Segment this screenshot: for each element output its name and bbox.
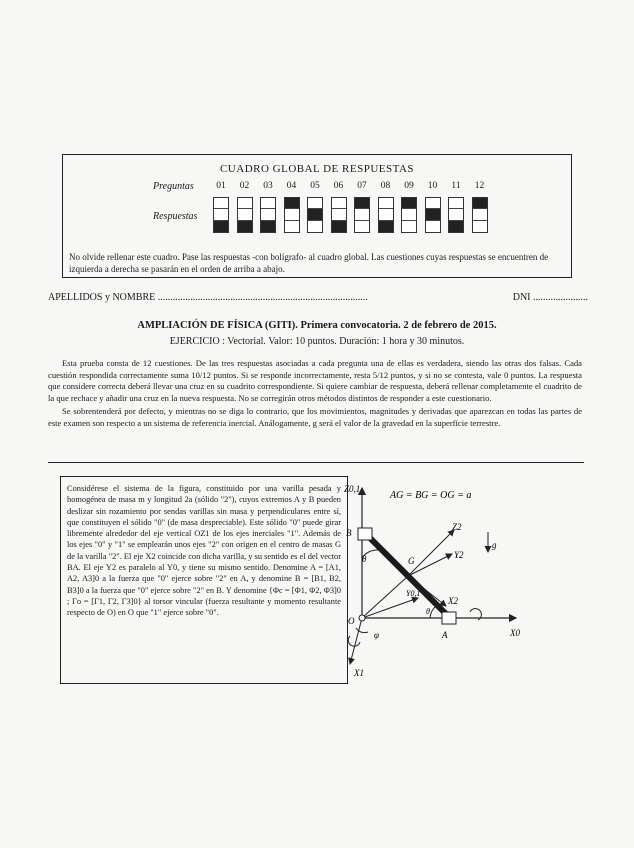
answer-checkbox[interactable] bbox=[449, 221, 463, 232]
answer-checkbox[interactable] bbox=[332, 221, 346, 232]
og-segment bbox=[362, 576, 408, 618]
answer-cell[interactable] bbox=[378, 197, 394, 233]
label-phi: φ bbox=[374, 630, 379, 640]
answer-cell[interactable] bbox=[237, 197, 253, 233]
answer-cell[interactable] bbox=[354, 197, 370, 233]
answer-checkbox[interactable] bbox=[402, 209, 416, 220]
answer-checkbox[interactable] bbox=[285, 209, 299, 220]
name-field-label: APELLIDOS y NOMBRE .................................................................................... bbox=[48, 292, 368, 303]
answer-grid-note: No olvide rellenar este cuadro. Pase las respuestas -con bolígrafo- al cuadro global. Las cuestiones cuyas respuestas se encuentren de izquierda a derecha se pasarán en el orden de arriba a abajo. bbox=[69, 252, 549, 274]
answer-cell[interactable] bbox=[425, 197, 441, 233]
label-x0: X0 bbox=[510, 628, 520, 638]
instructions-paragraph-2: Se sobrentenderá por defecto, y mientras no se diga lo contrario, que los movimientos, magnitudes y derivadas que aparezcan en todas las partes de este examen son respecto a un sistema de referencia inercial. Análogamente, g será el valor de la gravedad en la superficie terrestre. bbox=[48, 406, 582, 428]
label-z01: Z0,1 bbox=[344, 484, 361, 494]
instructions bbox=[48, 358, 582, 431]
answer-checkbox[interactable] bbox=[261, 221, 275, 232]
dni-field-label: DNI ...................... bbox=[512, 292, 588, 303]
mechanism-figure bbox=[338, 478, 608, 688]
answer-checkbox[interactable] bbox=[238, 198, 252, 209]
answer-checkbox[interactable] bbox=[426, 209, 440, 220]
label-g: G bbox=[408, 556, 415, 566]
figure-svg bbox=[338, 478, 608, 688]
figure-relation: AG = BG = OG = a bbox=[390, 490, 472, 501]
answer-checkbox[interactable] bbox=[426, 198, 440, 209]
exam-subtitle: EJERCICIO : Vectorial. Valor: 10 puntos. Duración: 1 hora y 30 minutos. bbox=[169, 336, 465, 347]
answer-checkbox[interactable] bbox=[449, 198, 463, 209]
label-a: A bbox=[442, 630, 448, 640]
answer-checkbox[interactable] bbox=[238, 221, 252, 232]
label-theta-mid: θ bbox=[426, 607, 430, 616]
y2-axis bbox=[408, 554, 452, 576]
label-x2: X2 bbox=[448, 596, 458, 606]
label-x1: X1 bbox=[354, 668, 364, 678]
rotation-glyph bbox=[348, 636, 360, 646]
answer-checkbox[interactable] bbox=[426, 221, 440, 232]
answer-checkbox[interactable] bbox=[379, 198, 393, 209]
answer-checkbox[interactable] bbox=[473, 198, 487, 209]
label-theta-top: θ bbox=[362, 554, 367, 564]
answer-cell[interactable] bbox=[448, 197, 464, 233]
answer-checkbox[interactable] bbox=[308, 221, 322, 232]
answer-cell[interactable] bbox=[331, 197, 347, 233]
answer-cell[interactable] bbox=[307, 197, 323, 233]
answer-checkbox[interactable] bbox=[332, 198, 346, 209]
questions-label: Preguntas bbox=[153, 181, 194, 192]
answer-checkbox[interactable] bbox=[285, 198, 299, 209]
answer-checkbox[interactable] bbox=[238, 209, 252, 220]
answer-checkbox[interactable] bbox=[214, 209, 228, 220]
label-y01: Y0,1 bbox=[406, 589, 421, 598]
answer-checkbox[interactable] bbox=[285, 221, 299, 232]
answer-checkbox[interactable] bbox=[308, 209, 322, 220]
answer-checkbox[interactable] bbox=[473, 221, 487, 232]
answer-checkbox[interactable] bbox=[355, 221, 369, 232]
answer-checkbox[interactable] bbox=[214, 198, 228, 209]
y01-axis bbox=[362, 598, 418, 618]
question-number: 12 bbox=[474, 181, 485, 191]
answers-label: Respuestas bbox=[153, 211, 198, 222]
phi-arc bbox=[356, 628, 368, 633]
point-o bbox=[359, 615, 365, 621]
theta-arc-mid bbox=[430, 606, 436, 618]
answer-checkbox[interactable] bbox=[379, 221, 393, 232]
instructions-paragraph-1: Esta prueba consta de 12 cuestiones. De las tres respuestas asociadas a cada pregunta una de ellas es verdadera, siendo las otras dos falsas. Cada cuestión respondida correctamente suma 10/12 puntos. Si se responde incorrectamente, resta 5/12 puntos, y si no se contesta, vale 0 puntos. La respuesta que considere correcta deberá llevar una cruz en su cuadrito correspondiente. Si quiere cambiar de respuesta, deberá rellenar completamente el cuadrito de la que rechace y añadir una cruz en la nueva respuesta. No se corregirán otros métodos distintos de responder a este cuestionario. bbox=[48, 358, 582, 403]
answer-cell[interactable] bbox=[260, 197, 276, 233]
answer-checkbox[interactable] bbox=[449, 209, 463, 220]
answer-checkbox[interactable] bbox=[308, 198, 322, 209]
slider-a bbox=[442, 612, 456, 624]
question-number: 02 bbox=[239, 181, 250, 191]
question-number: 07 bbox=[357, 181, 367, 191]
answer-cell[interactable] bbox=[401, 197, 417, 233]
problem-statement-box bbox=[60, 476, 348, 684]
question-number: 10 bbox=[427, 181, 438, 191]
question-number: 11 bbox=[451, 181, 461, 191]
answer-cell[interactable] bbox=[472, 197, 488, 233]
slider-b bbox=[358, 528, 372, 540]
label-o: O bbox=[348, 616, 355, 626]
z2-axis bbox=[408, 530, 454, 576]
label-b: B bbox=[346, 528, 352, 538]
answer-checkbox[interactable] bbox=[332, 209, 346, 220]
answer-checkbox[interactable] bbox=[261, 198, 275, 209]
question-number: 01 bbox=[216, 181, 226, 191]
question-number: 05 bbox=[310, 181, 320, 191]
question-number: 08 bbox=[380, 181, 391, 191]
answer-grid-title: CUADRO GLOBAL DE RESPUESTAS bbox=[219, 163, 415, 175]
answer-checkbox[interactable] bbox=[355, 209, 369, 220]
answer-checkbox[interactable] bbox=[402, 198, 416, 209]
label-y2: Y2 bbox=[454, 550, 464, 560]
answer-cell[interactable] bbox=[284, 197, 300, 233]
answer-checkbox[interactable] bbox=[402, 221, 416, 232]
divider bbox=[48, 462, 584, 463]
exam-title: AMPLIACIÓN DE FÍSICA (GITI). Primera convocatoria. 2 de febrero de 2015. bbox=[137, 320, 497, 331]
name-field[interactable] bbox=[48, 292, 588, 303]
question-number: 06 bbox=[333, 181, 344, 191]
question-number: 04 bbox=[286, 181, 297, 191]
answer-cell[interactable] bbox=[213, 197, 229, 233]
label-z2: Z2 bbox=[452, 522, 462, 532]
label-g-vector: g bbox=[492, 540, 497, 550]
answer-grid bbox=[62, 154, 572, 278]
question-number: 03 bbox=[263, 181, 273, 191]
answer-checkbox[interactable] bbox=[473, 209, 487, 220]
answer-checkbox[interactable] bbox=[214, 221, 228, 232]
answer-checkbox[interactable] bbox=[355, 198, 369, 209]
answer-checkbox[interactable] bbox=[261, 209, 275, 220]
problem-statement: Considérese el sistema de la figura, constituido por una varilla pesada y homogénea de masa m y longitud 2a (sólido "2"), cuyos extremos A y B pueden deslizar sin rozamiento por sendas varillas sin masa y perpendiculares entre sí, que constituyen el sólido "0" (de masa despreciable). Este sólido "0" puede girar libremente alrededor del eje vertical OZ1 de los ejes inerciales "1". Además de los ejes "0" y "1" se emplearán unos ejes "2" con origen en el centro de masas G de la varilla "2". El eje X2 coincide con dicha varilla, y su sentido es el del vector BA. El eje Y2 es paralelo al Y0, y tiene su mismo sentido. Denomine A = [A1, A2, A3]0 a la fuerza que "0" ejerce sobre "2" en A, y denomine B = [B1, B2, B3]0 a la fuerza que "0" ejerce sobre "2" en B. Y denomine {Φc = [Φ1, Φ2, Φ3]0 ; Γo = [Γ1, Γ2, Γ3]0} al torsor vincular (fuerza resultante y momento resultante respecto de O) en O que "1" ejerce sobre "0". bbox=[67, 484, 341, 618]
question-number: 09 bbox=[404, 181, 414, 191]
answer-checkbox[interactable] bbox=[379, 209, 393, 220]
